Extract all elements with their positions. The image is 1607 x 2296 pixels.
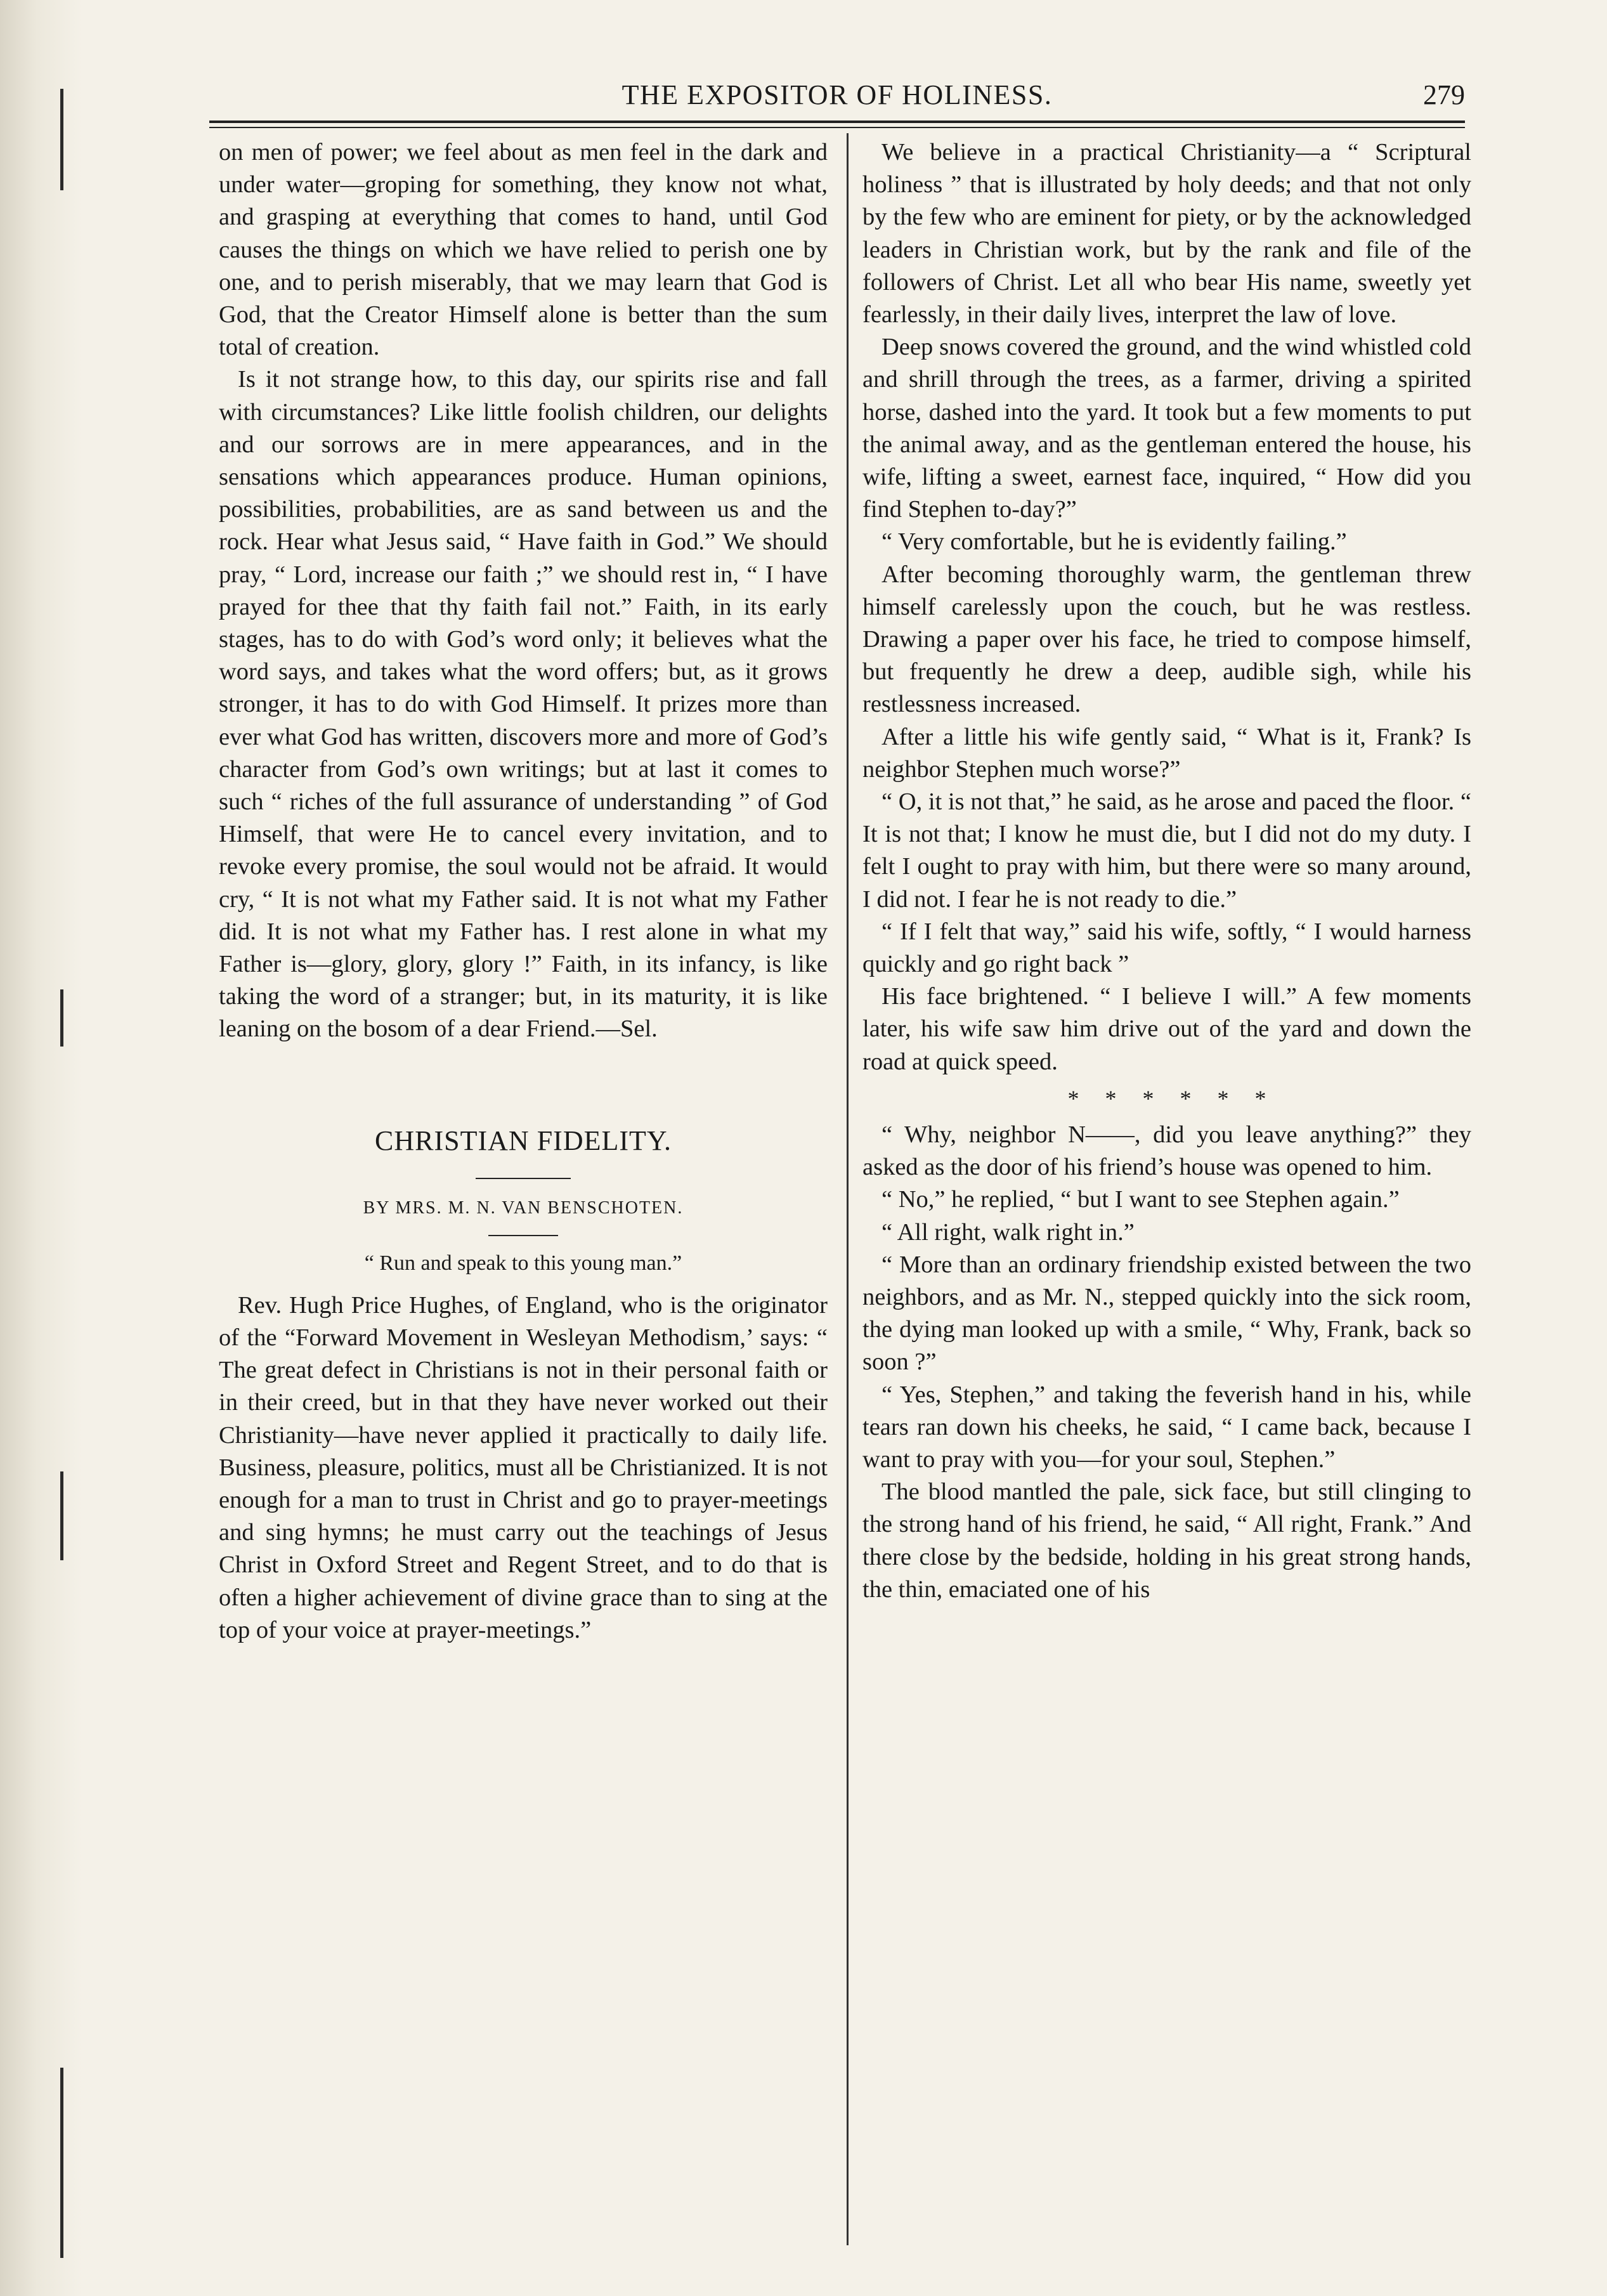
header-rule [209, 121, 1465, 123]
right-column [862, 136, 1471, 1606]
binding-edge-mark [60, 989, 63, 1047]
running-title: THE EXPOSITOR OF HOLINESS. [621, 79, 1053, 110]
section-break: * * * * * * [1067, 1085, 1266, 1111]
binding-shadow [0, 0, 82, 2296]
paragraph: After becoming thoroughly warm, the gentleman threw himself carelessly upon the couch, but he was restless. Drawing a paper over his face, he tried to compose himself, but frequently he drew a deep, audible sigh, while his restlessness increased. [862, 561, 1471, 718]
page-number: 279 [1423, 79, 1465, 110]
paragraph: His face brightened. “ I believe I will.” A few moments later, his wife saw him drive out of the yard and down the road at quick speed. [862, 983, 1471, 1075]
title-rule [476, 1178, 571, 1179]
article-heading [219, 1122, 828, 1278]
binding-edge-mark [60, 89, 63, 190]
paragraph: “ Yes, Stephen,” and taking the feverish hand in his, while tears ran down his cheeks, he said, “ I came back, because I want to pray with you—for your soul, Stephen.” [862, 1381, 1471, 1473]
byline-rule [488, 1235, 558, 1236]
paragraph: We believe in a practical Christianity—a “ Scriptural holiness ” that is illustrated by holy deeds; and that not only by the few who are eminent for piety, or by the acknowledged leaders in Christian work, but by the rank and file of the followers of Christ. Let all who bear His name, sweetly yet fearlessly, in their daily lives, interpret the law of love. [862, 139, 1471, 329]
paragraph: Rev. Hugh Price Hughes, of England, who is the originator of the “Forward Movement in Wesleyan Methodism,’ says: “ The great defect in Christians is not in their personal faith or in their creed, but in that they have never worked out their Christianity—have never applied it practically to daily life. Business, pleasure, politics, must all be Christianized. It is not enough for a man to trust in Christ and go to prayer-meetings and sing hymns; he must carry out the teachings of Jesus Christ in Oxford Street and Regent Street, and to do that is often a higher achievement of divine grace than to sing at the top of your voice at prayer-meetings.” [219, 1291, 828, 1643]
paragraph: “ Why, neighbor N——, did you leave anything?” they asked as the door of his friend’s house was opened to him. [862, 1121, 1471, 1181]
paragraph: The blood mantled the pale, sick face, but still clinging to the strong hand of his friend, he said, “ All right, Frank.” And there close by the bedside, holding in his great strong hands, the thin, emaciated one of his [862, 1478, 1471, 1603]
article-epigraph: “ Run and speak to this young man.” [364, 1251, 682, 1275]
paragraph: After a little his wife gently said, “ What is it, Frank? Is neighbor Stephen much worse?” [862, 723, 1471, 783]
paragraph: Is it not strange how, to this day, our spirits rise and fall with circumstances? Like little foolish children, our delights and our sorrows are in mere appearances, and in the sensations which appearances produce. Human opinions, possibilities, probabilities, are as sand between us and the rock. Hear what Jesus said, “ Have faith in God.” We should pray, “ Lord, increase our faith ;” we should rest in, “ I have prayed for thee that thy faith fail not.” Faith, in its early stages, has to do with God’s word only; it believes what the word says, and takes what the word offers; but, as it grows stronger, it has to do with God Himself. It prizes more than ever what God has written, discovers more and more of God’s character from God’s own writings; but at last it comes to such “ riches of the full assurance of understanding ” of God Himself, that were He to cancel every invitation, and to revoke every promise, the soul would not be afraid. It would cry, “ It is not what my Father said. It is not what my Father did. It is not what my Father has. I rest alone in what my Father is—glory, glory, glory !” Faith, in its infancy, is like taking the word of a stranger; but, in its maturity, it is like leaning on the bosom of a dear Friend.—Sel. [219, 366, 828, 1043]
paragraph: “ No,” he replied, “ but I want to see Stephen again.” [882, 1186, 1400, 1213]
paragraph: “ All right, walk right in.” [882, 1218, 1135, 1246]
paragraph: “ O, it is not that,” he said, as he arose and paced the floor. “ It is not that; I know he must die, but I did not do my duty. I felt I ought to pray with him, but there were so many around, I did not. I fear he is not ready to die.” [862, 788, 1471, 913]
left-column [219, 136, 828, 1647]
paragraph: “ More than an ordinary friendship existed between the two neighbors, and as Mr. N., stepped quickly into the sick room, the dying man looked up with a smile, “ Why, Frank, back so soon ?” [862, 1251, 1471, 1376]
page-header [209, 73, 1465, 117]
header-rule-thin [209, 127, 1465, 128]
paragraph: on men of power; we feel about as men feel in the dark and under water—groping for something, they know not what, and grasping at everything that comes to hand, until God causes the things on which we have relied to perish one by one, and to perish miserably, that we may learn that God is God, that the Creator Himself alone is better than the sum total of creation. [219, 139, 828, 361]
paragraph: “ Very comfortable, but he is evidently failing.” [882, 528, 1347, 556]
article-title: CHRISTIAN FIDELITY. [375, 1125, 672, 1156]
article-byline: BY MRS. M. N. VAN BENSCHOTEN. [363, 1197, 684, 1218]
binding-edge-mark [60, 2068, 63, 2258]
column-divider [847, 133, 849, 2245]
paragraph: Deep snows covered the ground, and the wind whistled cold and shrill through the trees, as a farmer, driving a spirited horse, dashed into the yard. It took but a few moments to put the animal away, and as the gentleman entered the house, his wife, lifting a sweet, earnest face, inquired, “ How did you find Stephen to-day?” [862, 334, 1471, 523]
binding-edge-mark [60, 1471, 63, 1560]
paragraph: “ If I felt that way,” said his wife, softly, “ I would harness quickly and go right back ” [862, 918, 1471, 978]
